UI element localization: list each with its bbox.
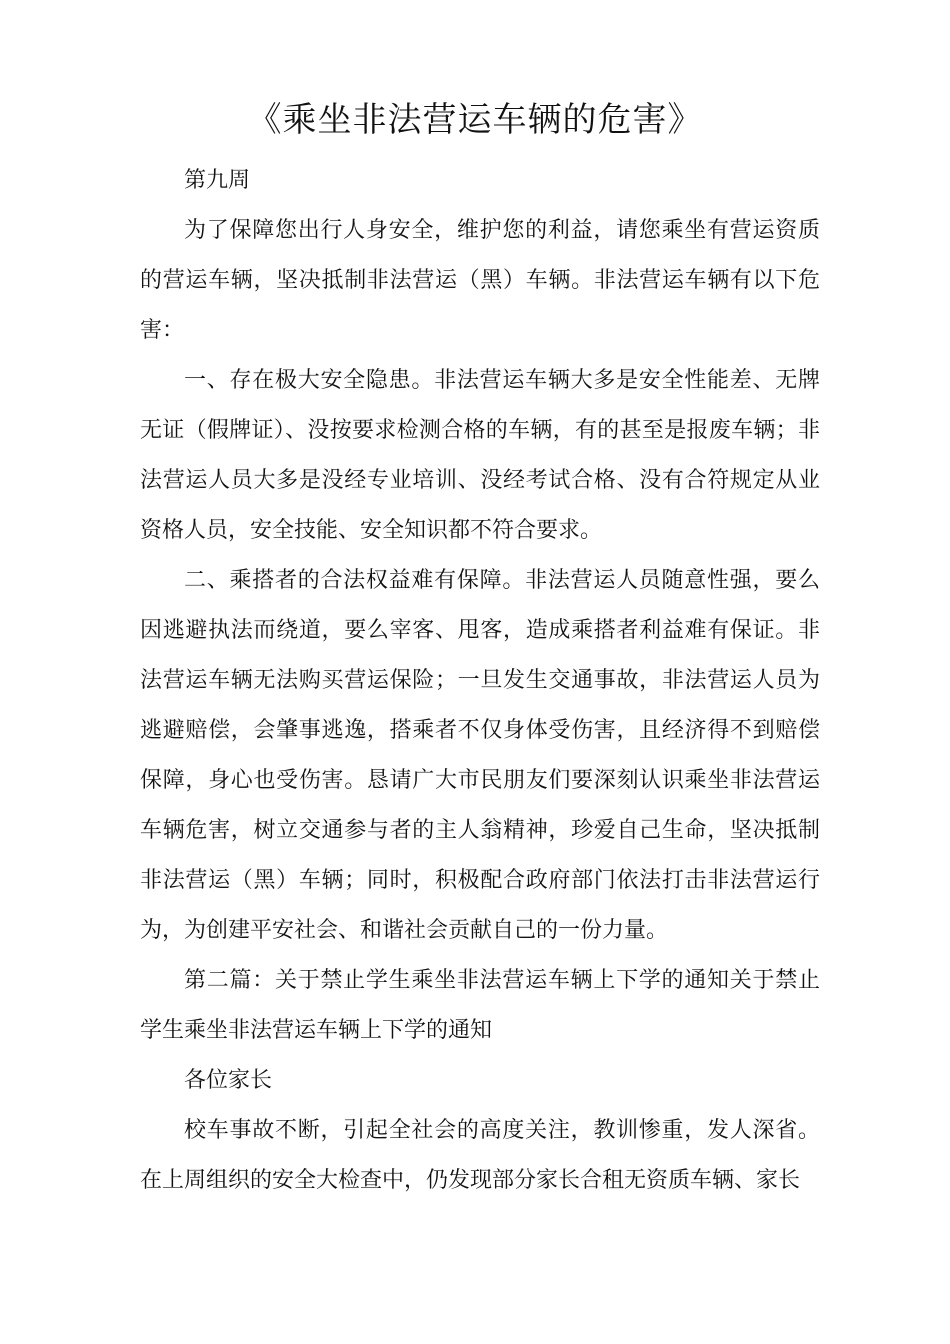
paragraph-point-one: 一、存在极大安全隐患。非法营运车辆大多是安全性能差、无牌无证（假牌证）、没按要求检测合格的车辆，有的甚至是报废车辆；非法营运人员大多是没经专业培训、没经考试合格、没有合符规定从业资格人员，安全技能、安全知识都不符合要求。 xyxy=(140,368,820,543)
paragraph-notice-body: 校车事故不断，引起全社会的高度关注，教训惨重，发人深省。在上周组织的安全大检查中，仍发现部分家长合租无资质车辆、家长 xyxy=(140,1118,820,1193)
paragraph-point-two: 二、乘搭者的合法权益难有保障。非法营运人员随意性强，要么因逃避执法而绕道，要么宰客、甩客，造成乘搭者利益难有保证。非法营运车辆无法购买营运保险；一旦发生交通事故，非法营运人员为逃避赔偿，会肇事逃逸，搭乘者不仅身体受伤害，且经济得不到赔偿保障，身心也受伤害。恳请广大市民朋友们要深刻认识乘坐非法营运车辆危害，树立交通参与者的主人翁精神，珍爱自己生命，坚决抵制非法营运（黑）车辆；同时，积极配合政府部门依法打击非法营运行为，为创建平安社会、和谐社会贡献自己的一份力量。 xyxy=(140,568,820,943)
paragraph-intro: 为了保障您出行人身安全，维护您的利益，请您乘坐有营运资质的营运车辆，坚决抵制非法营运（黑）车辆。非法营运车辆有以下危害： xyxy=(140,218,820,343)
document-title: 《乘坐非法营运车辆的危害》 xyxy=(247,100,703,140)
paragraph-week: 第九周 xyxy=(184,168,251,193)
paragraph-salutation: 各位家长 xyxy=(184,1068,273,1093)
document-body xyxy=(140,156,820,1206)
paragraph-second-article-heading: 第二篇：关于禁止学生乘坐非法营运车辆上下学的通知关于禁止学生乘坐非法营运车辆上下学的通知 xyxy=(140,968,820,1043)
